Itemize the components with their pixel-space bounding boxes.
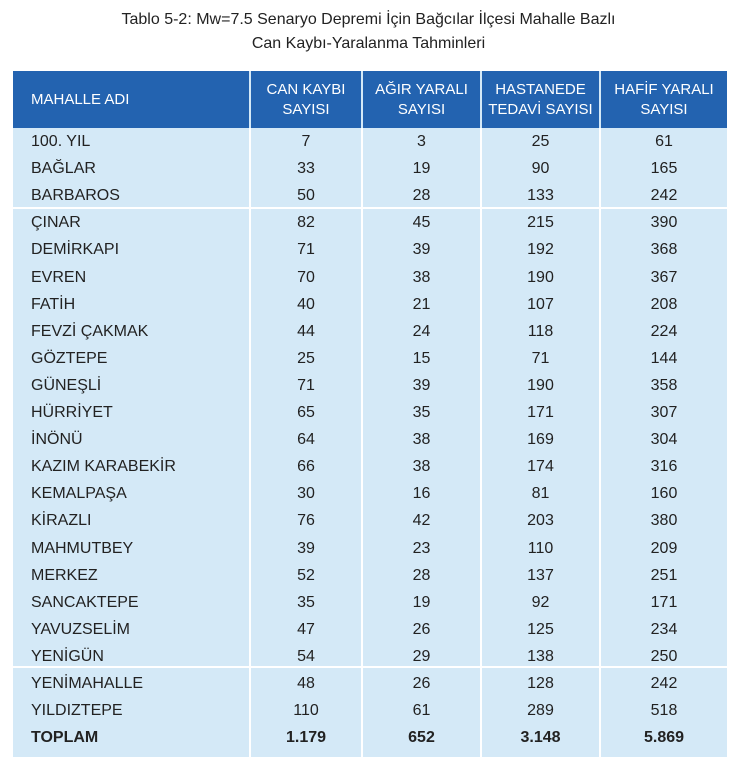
- hastanede-tedavi-cell: 215: [527, 214, 554, 231]
- header-agir-yarali: [363, 71, 480, 128]
- header-agir-yarali-line1: AĞIR YARALI: [375, 80, 468, 98]
- mahalle-name-cell: FATİH: [31, 296, 76, 313]
- hafif-yarali-cell: 171: [650, 594, 678, 611]
- hastanede-tedavi-cell: 192: [527, 241, 554, 258]
- hastanede-tedavi-cell: 289: [527, 702, 554, 719]
- hastanede-tedavi-cell: 110: [527, 540, 554, 557]
- mahalle-name-cell: YENİMAHALLE: [31, 675, 144, 692]
- agir-yarali-cell: 28: [412, 187, 431, 204]
- hafif-yarali-cell: 518: [650, 702, 678, 719]
- hafif-yarali-cell: 160: [650, 485, 678, 502]
- agir-yarali-cell: 21: [412, 296, 431, 313]
- table-row: [13, 318, 727, 345]
- hastanede-tedavi-cell: 203: [527, 512, 554, 529]
- table-row: [13, 616, 727, 643]
- total-row: [13, 724, 727, 751]
- hafif-yarali-cell: 304: [650, 431, 678, 448]
- can-kaybi-cell: 71: [297, 241, 315, 258]
- hastanede-tedavi-cell: 81: [531, 485, 550, 502]
- agir-yarali-cell: 61: [412, 702, 431, 719]
- hastanede-tedavi-cell: 190: [527, 377, 554, 394]
- mahalle-name-cell: SANCAKTEPE: [31, 594, 139, 611]
- group-divider: [13, 207, 727, 209]
- table-row: [13, 182, 727, 209]
- hastanede-tedavi-cell: 174: [527, 458, 554, 475]
- column-divider: [599, 128, 601, 757]
- hastanede-tedavi-cell: 138: [527, 648, 554, 665]
- header-can-kaybi: [251, 71, 361, 128]
- can-kaybi-cell: 7: [301, 133, 311, 150]
- mahalle-name-cell: FEVZİ ÇAKMAK: [31, 323, 149, 340]
- hafif-yarali-cell: 358: [650, 377, 678, 394]
- mahalle-name-cell: KİRAZLI: [31, 512, 92, 529]
- header-mahalle-adi-line1: MAHALLE ADI: [31, 90, 130, 108]
- column-divider: [480, 128, 482, 757]
- mahalle-name-cell: BAĞLAR: [31, 160, 96, 177]
- hastanede-tedavi-cell: 190: [527, 269, 554, 286]
- agir-yarali-cell: 29: [412, 648, 431, 665]
- header-agir-yarali-line2: SAYISI: [397, 100, 446, 118]
- hastanede-tedavi-cell: 92: [531, 594, 550, 611]
- can-kaybi-cell: 65: [297, 404, 315, 421]
- hafif-yarali-cell: 209: [650, 540, 678, 557]
- can-kaybi-cell: 52: [297, 567, 315, 584]
- can-kaybi-cell: 66: [297, 458, 315, 475]
- table-row: [13, 670, 727, 697]
- total-agir-yarali-cell: 652: [408, 729, 435, 746]
- can-kaybi-cell: 82: [297, 214, 315, 231]
- can-kaybi-cell: 70: [297, 269, 315, 286]
- can-kaybi-cell: 35: [297, 594, 315, 611]
- agir-yarali-cell: 35: [412, 404, 431, 421]
- agir-yarali-cell: 3: [417, 133, 426, 150]
- agir-yarali-cell: 26: [412, 675, 431, 692]
- agir-yarali-cell: 24: [412, 323, 431, 340]
- header-can-kaybi-line1: CAN KAYBI: [266, 80, 346, 98]
- mahalle-name-cell: YILDIZTEPE: [31, 702, 123, 719]
- hastanede-tedavi-cell: 118: [527, 323, 554, 340]
- can-kaybi-cell: 110: [293, 702, 319, 719]
- hastanede-tedavi-cell: 133: [527, 187, 554, 204]
- hastanede-tedavi-cell: 25: [531, 133, 550, 150]
- header-hafif-yarali-line2: SAYISI: [640, 100, 688, 118]
- mahalle-name-cell: KAZIM KARABEKİR: [31, 458, 176, 475]
- table-row: [13, 453, 727, 480]
- hafif-yarali-cell: 316: [650, 458, 678, 475]
- can-kaybi-cell: 25: [297, 350, 315, 367]
- can-kaybi-cell: 44: [297, 323, 315, 340]
- agir-yarali-cell: 39: [412, 241, 431, 258]
- agir-yarali-cell: 42: [412, 512, 431, 529]
- group-divider: [13, 666, 727, 668]
- hafif-yarali-cell: 224: [650, 323, 678, 340]
- can-kaybi-cell: 48: [297, 675, 315, 692]
- hafif-yarali-cell: 165: [650, 160, 678, 177]
- header-hafif-yarali: [601, 71, 727, 128]
- mahalle-name-cell: ÇINAR: [31, 214, 81, 231]
- caption-line-2: Can Kaybı-Yaralanma Tahminleri: [251, 35, 486, 52]
- can-kaybi-cell: 33: [297, 160, 315, 177]
- hafif-yarali-cell: 242: [650, 675, 678, 692]
- agir-yarali-cell: 16: [412, 485, 431, 502]
- mahalle-name-cell: GÜNEŞLİ: [31, 377, 102, 394]
- hafif-yarali-cell: 250: [650, 648, 678, 665]
- hastanede-tedavi-cell: 107: [527, 296, 554, 313]
- hafif-yarali-cell: 390: [650, 214, 678, 231]
- hastanede-tedavi-cell: 137: [527, 567, 554, 584]
- mahalle-name-cell: İNÖNÜ: [31, 431, 83, 448]
- table-row: [13, 535, 727, 562]
- can-kaybi-cell: 71: [297, 377, 315, 394]
- can-kaybi-cell: 47: [297, 621, 315, 638]
- hastanede-tedavi-cell: 169: [527, 431, 554, 448]
- hafif-yarali-cell: 234: [650, 621, 678, 638]
- header-hastanede-tedavi: [482, 71, 599, 128]
- column-divider: [249, 128, 251, 757]
- hafif-yarali-cell: 307: [650, 404, 678, 421]
- column-divider: [361, 128, 363, 757]
- agir-yarali-cell: 38: [412, 431, 431, 448]
- mahalle-name-cell: DEMİRKAPI: [31, 241, 120, 258]
- mahalle-name-cell: 100. YIL: [31, 133, 91, 150]
- hafif-yarali-cell: 61: [655, 133, 673, 150]
- hastanede-tedavi-cell: 71: [531, 350, 550, 367]
- agir-yarali-cell: 45: [412, 214, 431, 231]
- mahalle-name-cell: YAVUZSELİM: [31, 621, 130, 638]
- total-hafif-yarali-cell: 5.869: [643, 729, 685, 746]
- hafif-yarali-cell: 367: [650, 269, 678, 286]
- table-row: [13, 236, 727, 263]
- mahalle-name-cell: MERKEZ: [31, 567, 98, 584]
- table-row: [13, 128, 727, 155]
- mahalle-name-cell: BARBAROS: [31, 187, 120, 204]
- table-row: [13, 480, 727, 507]
- table-row: [13, 155, 727, 182]
- can-kaybi-cell: 64: [297, 431, 315, 448]
- mahalle-name-cell: GÖZTEPE: [31, 350, 108, 367]
- agir-yarali-cell: 19: [412, 594, 431, 611]
- agir-yarali-cell: 39: [412, 377, 431, 394]
- agir-yarali-cell: 28: [412, 567, 431, 584]
- header-hafif-yarali-line1: HAFİF YARALI: [614, 80, 714, 98]
- can-kaybi-cell: 54: [297, 648, 315, 665]
- hafif-yarali-cell: 380: [650, 512, 678, 529]
- can-kaybi-cell: 39: [297, 540, 315, 557]
- hastanede-tedavi-cell: 125: [527, 621, 554, 638]
- table-row: [13, 264, 727, 291]
- caption-line-1: Tablo 5-2: Mw=7.5 Senaryo Depremi İçin Bağcılar İlçesi Mahalle Bazlı: [121, 11, 616, 28]
- hastanede-tedavi-cell: 171: [527, 404, 554, 421]
- table-row: [13, 697, 727, 724]
- agir-yarali-cell: 19: [412, 160, 431, 177]
- table-row: [13, 291, 727, 318]
- table-row: [13, 562, 727, 589]
- hafif-yarali-cell: 144: [650, 350, 678, 367]
- table-row: [13, 209, 727, 236]
- can-kaybi-cell: 50: [297, 187, 315, 204]
- header-can-kaybi-line2: SAYISI: [282, 100, 330, 118]
- hafif-yarali-cell: 242: [650, 187, 678, 204]
- table-row: [13, 507, 727, 534]
- total-mahalle-name-cell: TOPLAM: [31, 729, 99, 746]
- total-hastanede-tedavi-cell: 3.148: [520, 729, 561, 746]
- mahalle-name-cell: YENİGÜN: [31, 648, 104, 665]
- hafif-yarali-cell: 368: [650, 241, 678, 258]
- hafif-yarali-cell: 251: [650, 567, 678, 584]
- mahalle-name-cell: EVREN: [31, 269, 87, 286]
- table-row: [13, 345, 727, 372]
- agir-yarali-cell: 38: [412, 458, 431, 475]
- mahalle-name-cell: KEMALPAŞA: [31, 485, 127, 502]
- header-mahalle-adi: [13, 71, 249, 128]
- casualty-table: [13, 71, 727, 757]
- header-hastanede-tedavi-line1: HASTANEDE: [495, 80, 586, 98]
- can-kaybi-cell: 30: [297, 485, 315, 502]
- table-row: [13, 399, 727, 426]
- agir-yarali-cell: 38: [412, 269, 431, 286]
- table-caption: [0, 8, 737, 56]
- hafif-yarali-cell: 208: [650, 296, 678, 313]
- agir-yarali-cell: 26: [412, 621, 431, 638]
- agir-yarali-cell: 15: [412, 350, 431, 367]
- table-row: [13, 372, 727, 399]
- mahalle-name-cell: MAHMUTBEY: [31, 540, 134, 557]
- hastanede-tedavi-cell: 128: [527, 675, 554, 692]
- can-kaybi-cell: 40: [297, 296, 315, 313]
- mahalle-name-cell: HÜRRİYET: [31, 404, 113, 421]
- hastanede-tedavi-cell: 90: [531, 160, 550, 177]
- table-row: [13, 589, 727, 616]
- can-kaybi-cell: 76: [297, 512, 315, 529]
- total-can-kaybi-cell: 1.179: [285, 729, 327, 746]
- table-header: [13, 71, 727, 128]
- table-row: [13, 426, 727, 453]
- header-hastanede-tedavi-line2: TEDAVİ SAYISI: [488, 100, 593, 118]
- agir-yarali-cell: 23: [412, 540, 431, 557]
